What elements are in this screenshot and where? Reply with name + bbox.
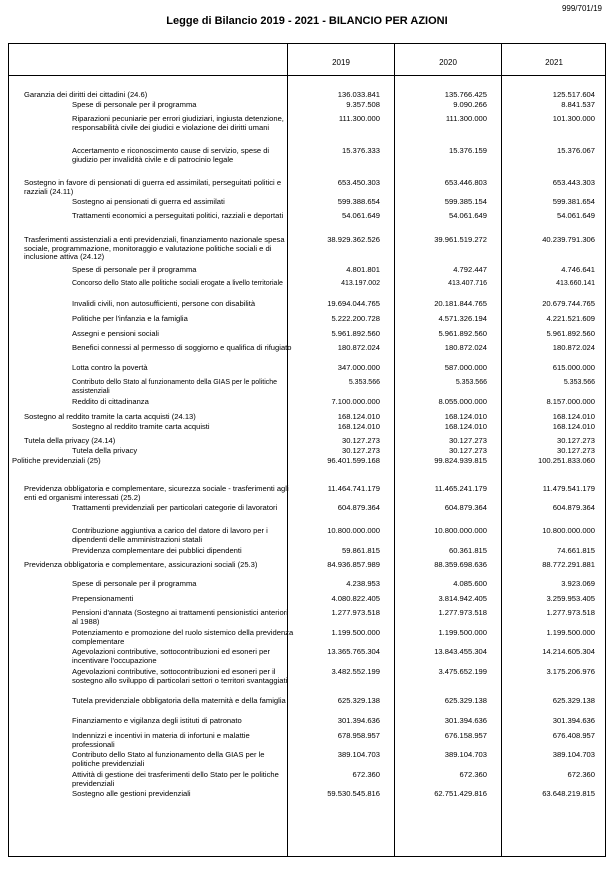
value-2021: 11.479.541.179 xyxy=(542,484,595,493)
value-2021: 301.394.636 xyxy=(552,716,595,725)
value-2020: 4.571.326.194 xyxy=(438,314,487,323)
value-2020: 1.277.973.518 xyxy=(438,608,487,617)
value-2019: 84.936.857.989 xyxy=(327,560,380,569)
value-2021: 40.239.791.306 xyxy=(542,235,595,244)
row-label: Reddito di cittadinanza xyxy=(72,397,149,406)
value-2019: 96.401.599.168 xyxy=(327,456,380,465)
header-divider xyxy=(9,75,605,76)
value-2020: 672.360 xyxy=(459,770,487,779)
value-2019: 11.464.741.179 xyxy=(327,484,380,493)
value-2019: 678.958.957 xyxy=(337,731,380,740)
value-2020: 39.961.519.272 xyxy=(434,235,487,244)
value-2021: 168.124.010 xyxy=(552,422,595,431)
value-2021: 10.800.000.000 xyxy=(542,526,595,535)
column-header-2021: 2021 xyxy=(545,58,563,67)
row-label: Pensioni d'annata (Sostegno ai trattamenti pensionistici anteriori al 1988) xyxy=(72,608,288,626)
row-label: Sostegno alle gestioni previdenziali xyxy=(72,789,191,798)
value-2019: 599.388.654 xyxy=(337,197,380,206)
value-2019: 180.872.024 xyxy=(337,343,380,352)
value-2021: 413.660.141 xyxy=(556,280,595,287)
value-2020: 30.127.273 xyxy=(448,446,487,455)
value-2020: 1.199.500.000 xyxy=(438,628,487,637)
value-2020: 135.766.425 xyxy=(444,90,487,99)
value-2019: 59.861.815 xyxy=(341,546,380,555)
value-2019: 4.080.822.405 xyxy=(331,594,380,603)
value-2021: 30.127.273 xyxy=(556,446,595,455)
value-2021: 4.221.521.609 xyxy=(546,314,595,323)
value-2020: 11.465.241.179 xyxy=(434,484,487,493)
row-label: Riparazioni pecuniarie per errori giudiziari, ingiusta detenzione, responsabilità civile dei giudici e violazione dei diritti umani xyxy=(72,114,284,132)
value-2020: 653.446.803 xyxy=(444,178,487,187)
value-2021: 180.872.024 xyxy=(552,343,595,352)
value-2019: 54.061.649 xyxy=(341,211,380,220)
value-2020: 301.394.636 xyxy=(444,716,487,725)
page-title: Legge di Bilancio 2019 - 2021 - BILANCIO PER AZIONI xyxy=(166,15,448,27)
column-header-2019: 2019 xyxy=(332,58,350,67)
value-2021: 8.157.000.000 xyxy=(546,397,595,406)
value-2020: 99.824.939.815 xyxy=(434,456,487,465)
row-label: Indennizzi e incentivi in materia di infortuni e malattie professionali xyxy=(72,731,250,749)
value-2020: 111.300.000 xyxy=(445,114,487,123)
value-2020: 4.085.600 xyxy=(453,579,487,588)
value-2019: 301.394.636 xyxy=(337,716,380,725)
row-label: Trattamenti previdenziali per particolari categorie di lavoratori xyxy=(72,503,278,512)
value-2019: 4.801.801 xyxy=(346,265,380,274)
value-2019: 7.100.000.000 xyxy=(331,397,380,406)
value-2021: 4.746.641 xyxy=(561,265,595,274)
value-2020: 180.872.024 xyxy=(444,343,487,352)
value-2021: 5.961.892.560 xyxy=(546,329,595,338)
value-2020: 60.361.815 xyxy=(448,546,487,555)
row-label: Spese di personale per il programma xyxy=(72,265,197,274)
value-2021: 168.124.010 xyxy=(552,412,595,421)
row-label: Prepensionamenti xyxy=(72,594,134,603)
value-2021: 615.000.000 xyxy=(552,363,595,372)
value-2021: 14.214.605.304 xyxy=(542,647,595,656)
value-2021: 604.879.364 xyxy=(552,503,595,512)
value-2020: 10.800.000.000 xyxy=(434,526,487,535)
value-2019: 59.530.545.816 xyxy=(327,789,380,798)
row-label: Politiche per l'infanzia e la famiglia xyxy=(72,314,188,323)
value-2019: 38.929.362.526 xyxy=(327,235,380,244)
value-2019: 5.353.566 xyxy=(348,379,380,386)
value-2019: 168.124.010 xyxy=(337,422,380,431)
value-2020: 62.751.429.816 xyxy=(434,789,487,798)
value-2021: 100.251.833.060 xyxy=(537,456,595,465)
value-2021: 1.199.500.000 xyxy=(546,628,595,637)
value-2021: 676.408.957 xyxy=(552,731,595,740)
value-2020: 20.181.844.765 xyxy=(434,299,487,308)
value-2020: 625.329.138 xyxy=(444,696,487,705)
row-label: Tutela della privacy (24.14) xyxy=(24,436,116,445)
budget-table xyxy=(8,43,606,857)
row-label: Invalidi civili, non autosufficienti, persone con disabilità xyxy=(72,299,256,308)
row-label: Assegni e pensioni sociali xyxy=(72,329,159,338)
value-2021: 3.923.069 xyxy=(561,579,595,588)
row-label: Contributo dello Stato al funzionamento della GIAS per le politiche assistenziali xyxy=(72,379,278,395)
value-2020: 54.061.649 xyxy=(448,211,487,220)
value-2020: 604.879.364 xyxy=(444,503,487,512)
value-2019: 347.000.000 xyxy=(337,363,380,372)
value-2020: 9.090.266 xyxy=(453,100,487,109)
value-2020: 5.353.566 xyxy=(455,379,487,386)
value-2020: 599.385.154 xyxy=(444,197,487,206)
value-2019: 389.104.703 xyxy=(337,750,380,759)
row-label: Contributo dello Stato al funzionamento della GIAS per le politiche previdenziali xyxy=(72,750,265,768)
value-2020: 88.359.698.636 xyxy=(434,560,487,569)
document-reference: 999/701/19 xyxy=(561,4,602,13)
row-label: Previdenza complementare dei pubblici dipendenti xyxy=(72,546,242,555)
row-label: Contribuzione aggiuntiva a carico del datore di lavoro per i dipendenti delle amministrazioni statali xyxy=(72,526,268,544)
row-label: Tutela previdenziale obbligatoria della maternità e della famiglia xyxy=(72,696,286,705)
value-2019: 1.199.500.000 xyxy=(331,628,380,637)
value-2021: 74.661.815 xyxy=(556,546,595,555)
row-label: Sostegno al reddito tramite la carta acquisti (24.13) xyxy=(24,412,196,421)
value-2019: 413.197.002 xyxy=(341,280,380,287)
value-2020: 8.055.000.000 xyxy=(438,397,487,406)
value-2020: 413.407.716 xyxy=(448,280,487,287)
value-2020: 389.104.703 xyxy=(444,750,487,759)
row-label: Concorso dello Stato alle politiche sociali erogate a livello territoriale xyxy=(72,280,283,287)
value-2021: 3.175.206.976 xyxy=(546,667,595,676)
value-2021: 63.648.219.815 xyxy=(542,789,595,798)
row-label: Accertamento e riconoscimento cause di servizio, spese di giudizio per invalidità civile e di patrocinio legale xyxy=(72,146,270,164)
value-2020: 587.000.000 xyxy=(444,363,487,372)
value-2021: 672.360 xyxy=(567,770,595,779)
row-label: Previdenza obbligatoria e complementare, assicurazioni sociali (25.3) xyxy=(24,560,258,569)
value-2019: 5.222.200.728 xyxy=(331,314,380,323)
value-2021: 101.300.000 xyxy=(552,114,595,123)
value-2019: 9.357.508 xyxy=(346,100,380,109)
value-2021: 88.772.291.881 xyxy=(542,560,595,569)
value-2021: 625.329.138 xyxy=(552,696,595,705)
value-2021: 54.061.649 xyxy=(556,211,595,220)
row-label: Agevolazioni contributive, sottocontribuzioni ed esoneri per incentivare l'occupazione xyxy=(72,647,270,665)
value-2019: 168.124.010 xyxy=(337,412,380,421)
row-label: Spese di personale per il programma xyxy=(72,579,197,588)
value-2019: 111.300.000 xyxy=(338,114,380,123)
row-label: Garanzia dei diritti dei cittadini (24.6) xyxy=(24,90,148,99)
value-2019: 10.800.000.000 xyxy=(327,526,380,535)
row-label: Sostegno al reddito tramite carta acquisti xyxy=(72,422,210,431)
row-label: Trasferimenti assistenziali a enti previdenziali, finanziamento nazionale spesa sociale, programmazione, monitoraggio e valutazione politiche sociali e di inclusione attiva (24.12) xyxy=(24,235,285,262)
row-label: Trattamenti economici a perseguitati politici, razziali e deportati xyxy=(72,211,284,220)
value-2019: 3.482.552.199 xyxy=(331,667,380,676)
value-2020: 13.843.455.304 xyxy=(434,647,487,656)
value-2021: 20.679.744.765 xyxy=(542,299,595,308)
value-2020: 15.376.159 xyxy=(448,146,487,155)
row-label: Finanziamento e vigilanza degli istituti di patronato xyxy=(72,716,242,725)
value-2019: 19.694.044.765 xyxy=(327,299,380,308)
row-label: Benefici connessi al permesso di soggiorno e qualifica di rifugiato xyxy=(72,343,292,352)
value-2019: 672.360 xyxy=(352,770,380,779)
value-2020: 4.792.447 xyxy=(453,265,487,274)
value-2021: 389.104.703 xyxy=(552,750,595,759)
row-label: Agevolazioni contributive, sottocontribuzioni ed esoneri per il sostegno allo sviluppo di particolari settori o territori svantaggiati xyxy=(72,667,288,685)
value-2019: 15.376.333 xyxy=(341,146,380,155)
column-header-2020: 2020 xyxy=(439,58,457,67)
value-2019: 30.127.273 xyxy=(341,436,380,445)
row-label: Potenziamento e promozione del ruolo sistemico della previdenza complementare xyxy=(72,628,294,646)
row-label: Sostegno ai pensionati di guerra ed assimilati xyxy=(72,197,225,206)
value-2019: 604.879.364 xyxy=(337,503,380,512)
value-2021: 5.353.566 xyxy=(563,379,595,386)
value-2021: 3.259.953.405 xyxy=(546,594,595,603)
row-label: Attività di gestione dei trasferimenti dello Stato per le politiche previdenziali xyxy=(72,770,279,788)
value-2019: 5.961.892.560 xyxy=(331,329,380,338)
value-2021: 30.127.273 xyxy=(556,436,595,445)
row-label: Politiche previdenziali (25) xyxy=(12,456,101,465)
row-label: Sostegno in favore di pensionati di guerra ed assimilati, perseguitati politici e razziali (24.11) xyxy=(24,178,282,196)
row-label: Previdenza obbligatoria e complementare, sicurezza sociale - trasferimenti agli enti ed organismi interessati (25.2) xyxy=(24,484,289,502)
value-2020: 3.814.942.405 xyxy=(438,594,487,603)
row-label: Tutela della privacy xyxy=(72,446,138,455)
value-2019: 653.450.303 xyxy=(337,178,380,187)
value-2020: 5.961.892.560 xyxy=(438,329,487,338)
value-2020: 168.124.010 xyxy=(444,422,487,431)
value-2020: 168.124.010 xyxy=(444,412,487,421)
row-label: Lotta contro la povertà xyxy=(72,363,148,372)
value-2020: 3.475.652.199 xyxy=(438,667,487,676)
value-2021: 8.841.537 xyxy=(561,100,595,109)
row-label: Spese di personale per il programma xyxy=(72,100,197,109)
value-2019: 136.033.841 xyxy=(337,90,380,99)
value-2021: 599.381.654 xyxy=(552,197,595,206)
value-2019: 4.238.953 xyxy=(346,579,380,588)
value-2021: 653.443.303 xyxy=(552,178,595,187)
value-2020: 676.158.957 xyxy=(444,731,487,740)
value-2021: 125.517.604 xyxy=(552,90,595,99)
value-2021: 15.376.067 xyxy=(556,146,595,155)
value-2019: 625.329.138 xyxy=(337,696,380,705)
value-2019: 13.365.765.304 xyxy=(327,647,380,656)
value-2019: 30.127.273 xyxy=(341,446,380,455)
value-2019: 1.277.973.518 xyxy=(331,608,380,617)
value-2021: 1.277.973.518 xyxy=(546,608,595,617)
value-2020: 30.127.273 xyxy=(448,436,487,445)
